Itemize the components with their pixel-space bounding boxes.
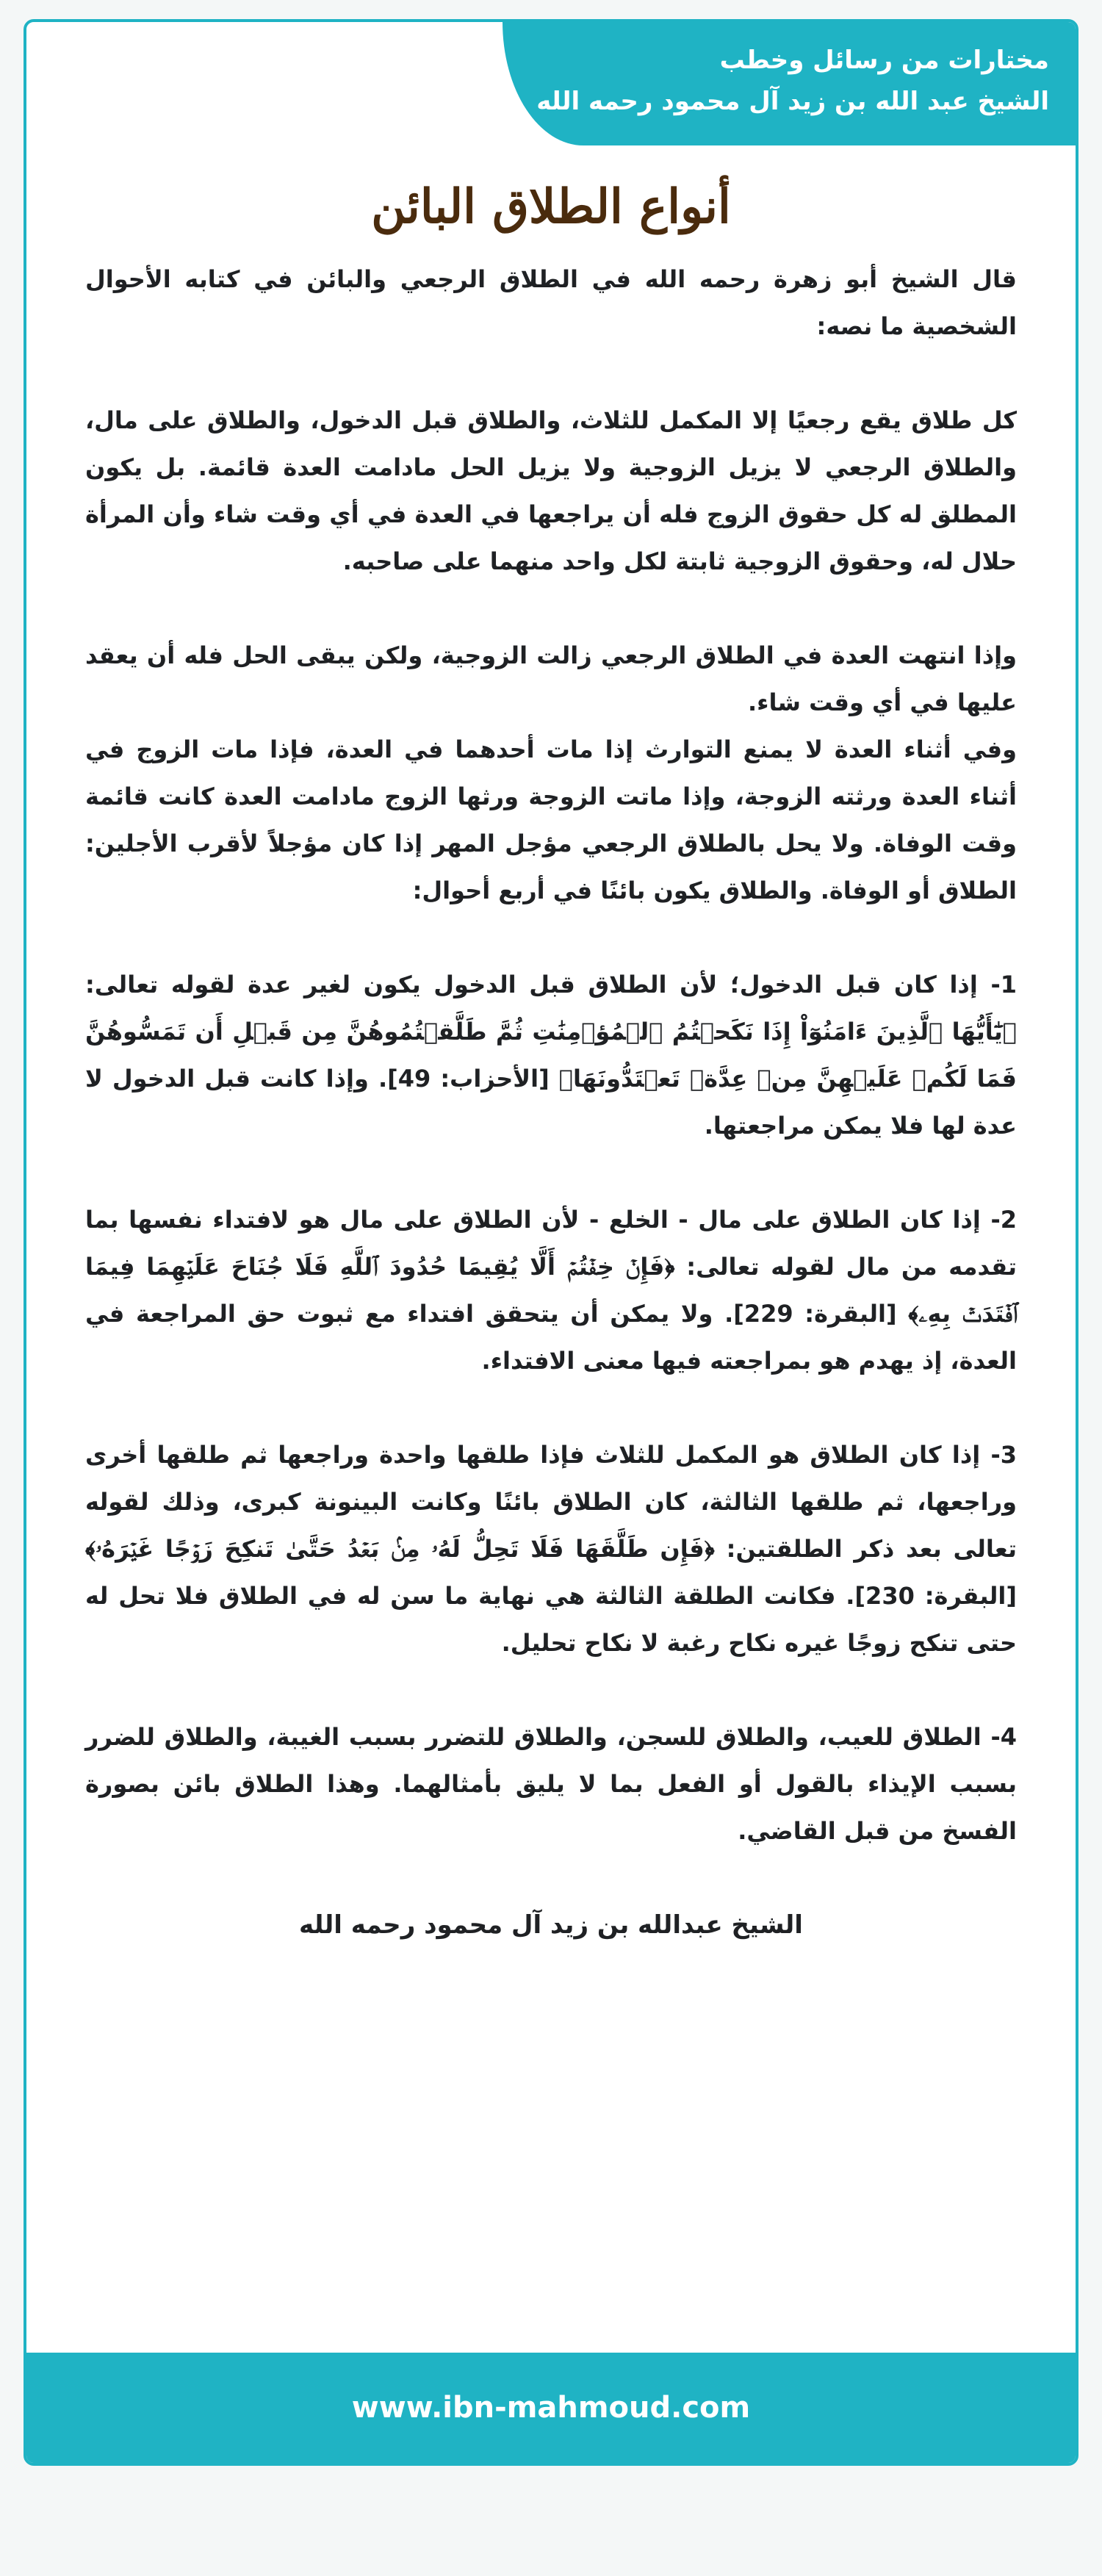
article-body xyxy=(85,256,1017,1949)
header-banner xyxy=(503,22,1076,145)
footer-bar xyxy=(26,2353,1076,2463)
page-title: أنواع الطلاق البائن xyxy=(371,179,731,234)
intro-paragraph: قال الشيخ أبو زهرة رحمه الله في الطلاق الرجعي والبائن في كتابه الأحوال الشخصية ما نصه: xyxy=(85,265,1017,340)
case-3-paragraph: 3- إذا كان الطلاق هو المكمل للثلاث فإذا طلقها واحدة وراجعها ثم طلقها أخرى وراجعها، ثم طلقها الثالثة، كان الطلاق بائنًا وكانت البينونة كبرى، وذلك لقوله تعالى بعد ذكر الطلقتين: ﴿فَإِن طَلَّقَهَا فَلَا تَحِلُّ لَهُۥ مِنۢ بَعۡدُ حَتَّىٰ تَنكِحَ زَوۡجًا غَيۡرَهُۥ﴾ [البقرة: 230]. فكانت الطلقة الثالثة هي نهاية ما سن له في الطلاق فلا تحل له حتى تنكح زوجًا غيره نكاح رغبة لا نكاح تحليل. xyxy=(85,1441,1018,1657)
case-4-paragraph: 4- الطلاق للعيب، والطلاق للسجن، والطلاق للتضرر بسبب الغيبة، والطلاق للضرر بسبب الإيذاء بالقول أو الفعل بما لا يليق بأمثالهما. وهذا الطلاق بائن بصورة الفسخ من قبل القاضي. xyxy=(85,1723,1017,1845)
paragraph-inheritance: وفي أثناء العدة لا يمنع التوارث إذا مات أحدهما في العدة، فإذا مات الزوج في أثناء العدة ورثته الزوجة، وإذا ماتت الزوجة ورثها الزوج مادامت العدة كانت قائمة وقت الوفاة. ولا يحل بالطلاق الرجعي مؤجل المهر إذا كان مؤجلاً لأقرب الأجلين: الطلاق أو الوفاة. والطلاق يكون بائنًا في أربع أحوال: xyxy=(85,735,1017,904)
author-signature: الشيخ عبدالله بن زيد آل محمود رحمه الله xyxy=(299,1910,803,1940)
header-series-title: مختارات من رسائل وخطب xyxy=(719,46,1049,75)
quote-paragraph: كل طلاق يقع رجعيًا إلا المكمل للثلاث، والطلاق قبل الدخول، والطلاق على مال، والطلاق الرجعي لا يزيل الزوجية ولا يزيل الحل مادامت العدة قائمة. بل يكون المطلق له كل حقوق الزوج فله أن يراجعها في العدة في أي وقت شاء وأن المرأة حلال له، وحقوق الزوجية ثابتة لكل واحد منهما على صاحبه. xyxy=(85,406,1017,575)
case-2-paragraph: 2- إذا كان الطلاق على مال - الخلع - لأن الطلاق على مال هو لافتداء نفسها بما تقدمه من مال لقوله تعالى: ﴿فَإِنۡ خِفۡتُمۡ أَلَّا يُقِيمَا حُدُودَ ٱللَّهِ فَلَا جُنَاحَ عَلَيۡهِمَا فِيمَا ٱفۡتَدَتۡ بِهِۦ﴾ [البقرة: 229]. ولا يمكن أن يتحقق افتداء مع ثبوت حق المراجعة في العدة، إذ يهدم هو بمراجعته فيها معنى الافتداء. xyxy=(85,1206,1018,1375)
paragraph-iddah-end: وإذا انتهت العدة في الطلاق الرجعي زالت الزوجية، ولكن يبقى الحل فله أن يعقد عليها في أي وقت شاء. xyxy=(85,641,1017,716)
website-link[interactable]: www.ibn-mahmoud.com xyxy=(351,2391,751,2425)
header-author-name: الشيخ عبد الله بن زيد آل محمود رحمه الله xyxy=(536,87,1049,116)
case-1-paragraph: 1- إذا كان قبل الدخول؛ لأن الطلاق قبل الدخول يكون لغير عدة لقوله تعالى: ﴿يَٰٓأَيُّهَا ٱلَّذِينَ ءَامَنُوٓاْ إِذَا نَكَحۡتُمُ ٱلۡمُؤۡمِنَٰتِ ثُمَّ طَلَّقۡتُمُوهُنَّ مِن قَبۡلِ أَن تَمَسُّوهُنَّ فَمَا لَكُمۡ عَلَيۡهِنَّ مِنۡ عِدَّةٖ تَعۡتَدُّونَهَا﴾ [الأحزاب: 49]. وإذا كانت قبل الدخول لا عدة لها فلا يمكن مراجعتها. xyxy=(85,971,1018,1140)
article-card xyxy=(24,19,1078,2466)
